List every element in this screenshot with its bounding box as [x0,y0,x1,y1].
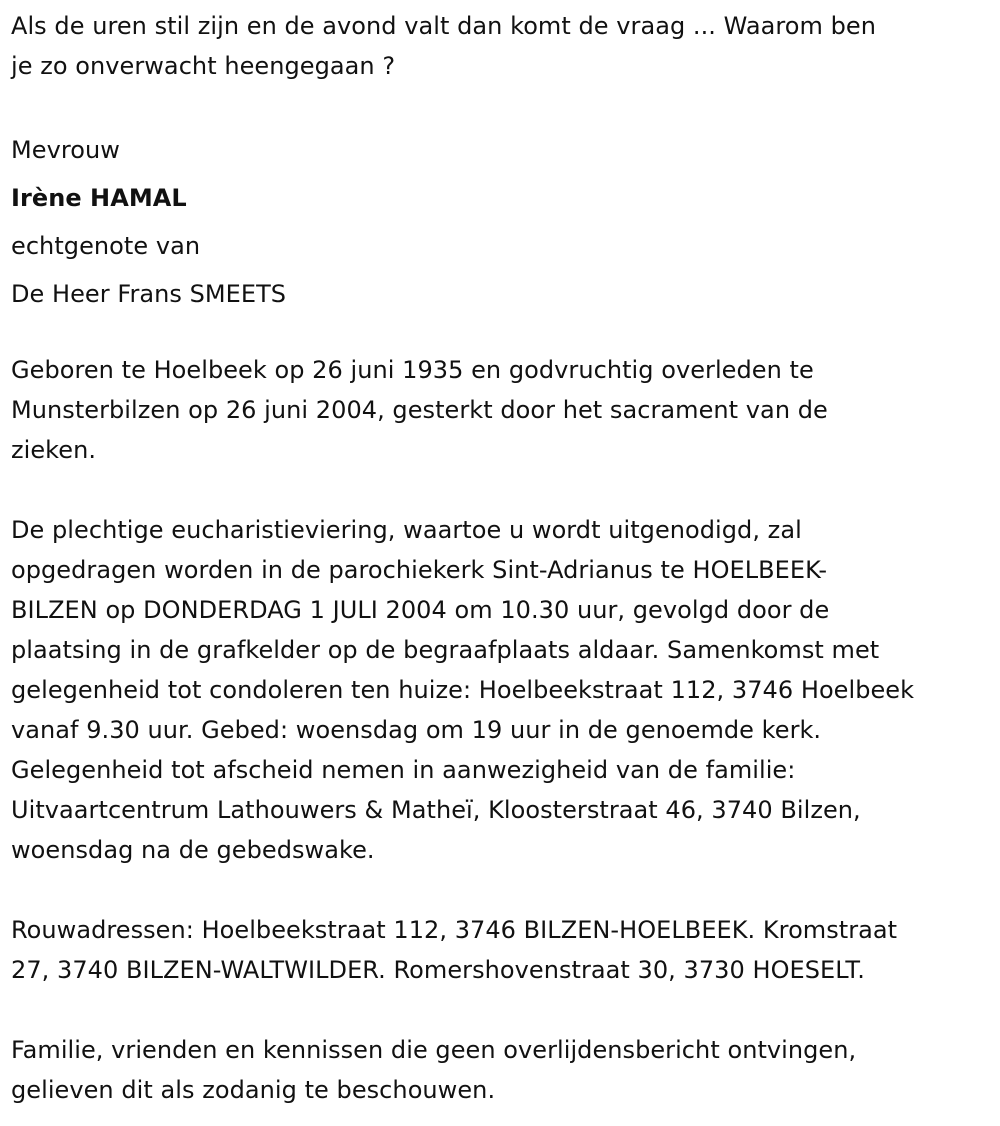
addresses-line-1: Rouwadressen: Hoelbeekstraat 112, 3746 BILZEN-HOELBEEK. Kromstraat [11,916,898,944]
addresses-line-2: 27, 3740 BILZEN-WALTWILDER. Romershovenstraat 30, 3730 HOESELT. [11,956,865,984]
closing-line-1: Familie, vrienden en kennissen die geen overlijdensbericht ontvingen, [11,1036,857,1064]
ceremony-line-8: Uitvaartcentrum Lathouwers & Matheï, Kloosterstraat 46, 3740 Bilzen, [11,796,861,824]
paragraph-gap [11,318,993,350]
ceremony-line-1: De plechtige eucharistieviering, waartoe u wordt uitgenodigd, zal [11,516,802,544]
ceremony-line-9: woensdag na de gebedswake. [11,836,375,864]
paragraph-gap [11,470,993,510]
addresses-paragraph [11,910,993,990]
deceased-relation: echtgenote van [11,232,201,260]
birth-death-line-1: Geboren te Hoelbeek op 26 juni 1935 en godvruchtig overleden te [11,356,814,384]
ceremony-line-4: plaatsing in de grafkelder op de begraafplaats aldaar. Samenkomst met [11,636,880,664]
ceremony-paragraph [11,510,993,870]
closing-line-2: gelieven dit als zodanig te beschouwen. [11,1076,496,1104]
opening-line-2: je zo onverwacht heengegaan ? [11,52,396,80]
closing-paragraph [11,1030,993,1110]
birth-death-line-2: Munsterbilzen op 26 juni 2004, gesterkt door het sacrament van de [11,396,828,424]
deceased-block [11,126,993,318]
paragraph-gap [11,86,993,126]
paragraph-gap [11,990,993,1030]
opening-verse [11,6,993,86]
ceremony-line-5: gelegenheid tot condoleren ten huize: Hoelbeekstraat 112, 3746 Hoelbeek [11,676,915,704]
paragraph-gap [11,870,993,910]
deceased-name: Irène HAMAL [11,184,187,212]
opening-line-1: Als de uren stil zijn en de avond valt dan komt de vraag ... Waarom ben [11,12,876,40]
ceremony-line-2: opgedragen worden in de parochiekerk Sint-Adrianus te HOELBEEK- [11,556,828,584]
birth-death-paragraph [11,350,993,470]
birth-death-line-3: zieken. [11,436,97,464]
ceremony-line-7: Gelegenheid tot afscheid nemen in aanwezigheid van de familie: [11,756,796,784]
deceased-spouse: De Heer Frans SMEETS [11,280,287,308]
ceremony-line-3: BILZEN op DONDERDAG 1 JULI 2004 om 10.30 uur, gevolgd door de [11,596,830,624]
deceased-title: Mevrouw [11,136,120,164]
obituary-document [11,6,993,1110]
ceremony-line-6: vanaf 9.30 uur. Gebed: woensdag om 19 uur in de genoemde kerk. [11,716,822,744]
